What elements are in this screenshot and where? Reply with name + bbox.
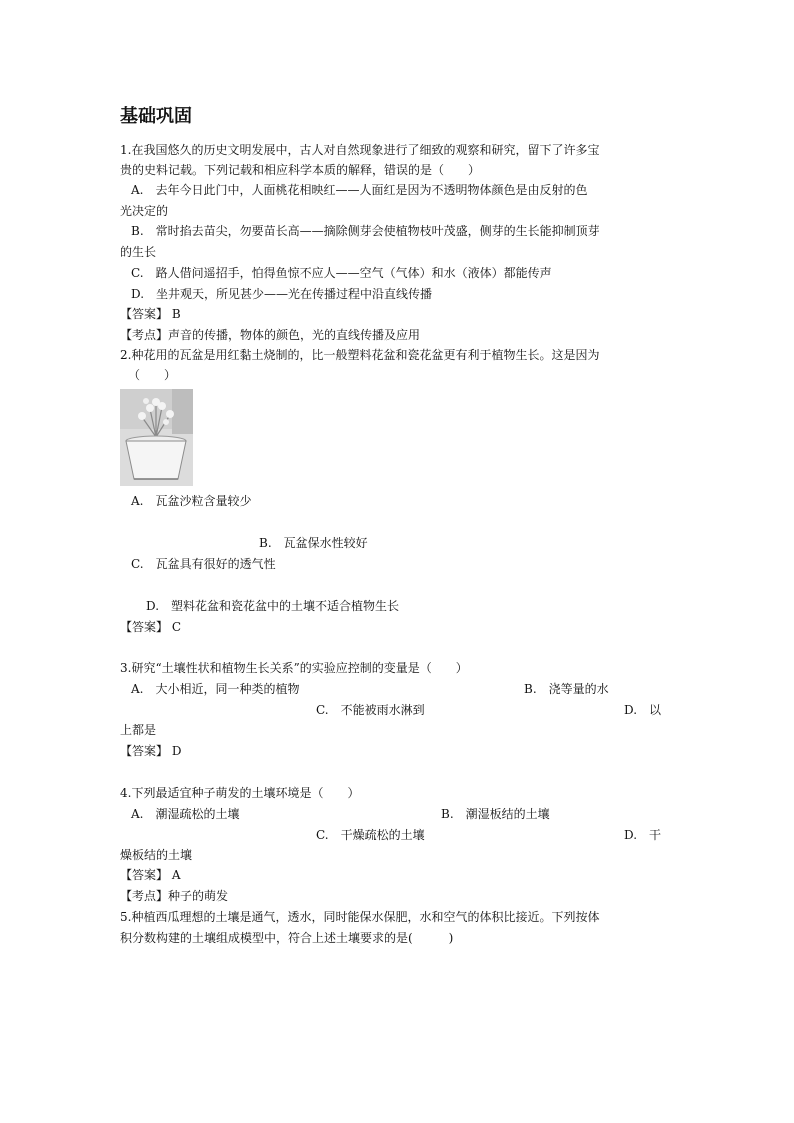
q1-answer: 【答案】 B	[120, 307, 181, 321]
q4-point: 【考点】种子的萌发	[120, 889, 229, 903]
q1-option-b-line2: 的生长	[120, 245, 157, 259]
q2-answer: 【答案】 C	[120, 620, 181, 634]
q2-stem-line1: 2.种花用的瓦盆是用红黏土烧制的，比一般塑料花盆和瓷花盆更有利于植物生长。这是因为	[120, 348, 600, 362]
q1-option-d: D. 坐井观天，所见甚少——光在传播过程中沿直线传播	[131, 287, 433, 301]
q3-option-c: C. 不能被雨水淋到	[316, 703, 425, 717]
q3-stem: 3.研究“土壤性状和植物生长关系”的实验应控制的变量是（ ）	[120, 661, 468, 675]
q1-option-c: C. 路人借问遥招手，怕得鱼惊不应人——空气（气体）和水（液体）都能传声	[131, 266, 552, 280]
section-title: 基础巩固	[120, 106, 192, 127]
q1-stem-line1: 1.在我国悠久的历史文明发展中，古人对自然现象进行了细致的观察和研究，留下了许多宝	[120, 143, 600, 157]
flower-pot-photo	[120, 389, 193, 486]
q2-stem-line2: （ ）	[128, 368, 177, 382]
flower-pot-image	[120, 389, 193, 486]
q3-option-d-part1: D. 以	[624, 703, 662, 717]
q2-option-d: D. 塑料花盆和瓷花盆中的土壤不适合植物生长	[146, 599, 400, 613]
q5-stem-line1: 5.种植西瓜理想的土壤是通气，透水，同时能保水保肥，水和空气的体积比接近。下列按体	[120, 910, 600, 924]
q5-stem-line2: 积分数构建的土壤组成模型中，符合上述土壤要求的是( )	[120, 931, 454, 945]
q4-option-d-part1: D. 干	[624, 828, 662, 842]
q3-option-d-part2: 上都是	[120, 723, 157, 737]
q3-option-a: A. 大小相近，同一种类的植物	[131, 682, 300, 696]
q4-option-a: A. 潮湿疏松的土壤	[131, 807, 240, 821]
q4-option-d-part2: 燥板结的土壤	[120, 848, 193, 862]
q4-stem: 4.下列最适宜种子萌发的土壤环境是（ ）	[120, 786, 360, 800]
q1-option-a-line2: 光决定的	[120, 204, 169, 218]
q1-point: 【考点】声音的传播，物体的颜色，光的直线传播及应用	[120, 328, 421, 342]
q3-answer: 【答案】 D	[120, 744, 182, 758]
q4-option-c: C. 干燥疏松的土壤	[316, 828, 425, 842]
q2-option-a: A. 瓦盆沙粒含量较少	[131, 494, 252, 508]
q2-option-c: C. 瓦盆具有很好的透气性	[131, 557, 276, 571]
q1-stem-line2: 贵的史料记载。下列记载和相应科学本质的解释，错误的是（ ）	[120, 163, 481, 177]
q2-option-b: B. 瓦盆保水性较好	[259, 536, 368, 550]
q1-option-b-line1: B. 常时掐去苗尖，勿要苗长高——摘除侧芽会使植物枝叶茂盛，侧芽的生长能抑制顶芽	[131, 224, 600, 238]
q1-option-a-line1: A. 去年今日此门中，人面桃花相映红——人面红是因为不透明物体颜色是由反射的色	[131, 183, 588, 197]
q3-option-b: B. 浇等量的水	[524, 682, 609, 696]
q4-option-b: B. 潮湿板结的土壤	[441, 807, 550, 821]
q4-answer: 【答案】 A	[120, 868, 181, 882]
